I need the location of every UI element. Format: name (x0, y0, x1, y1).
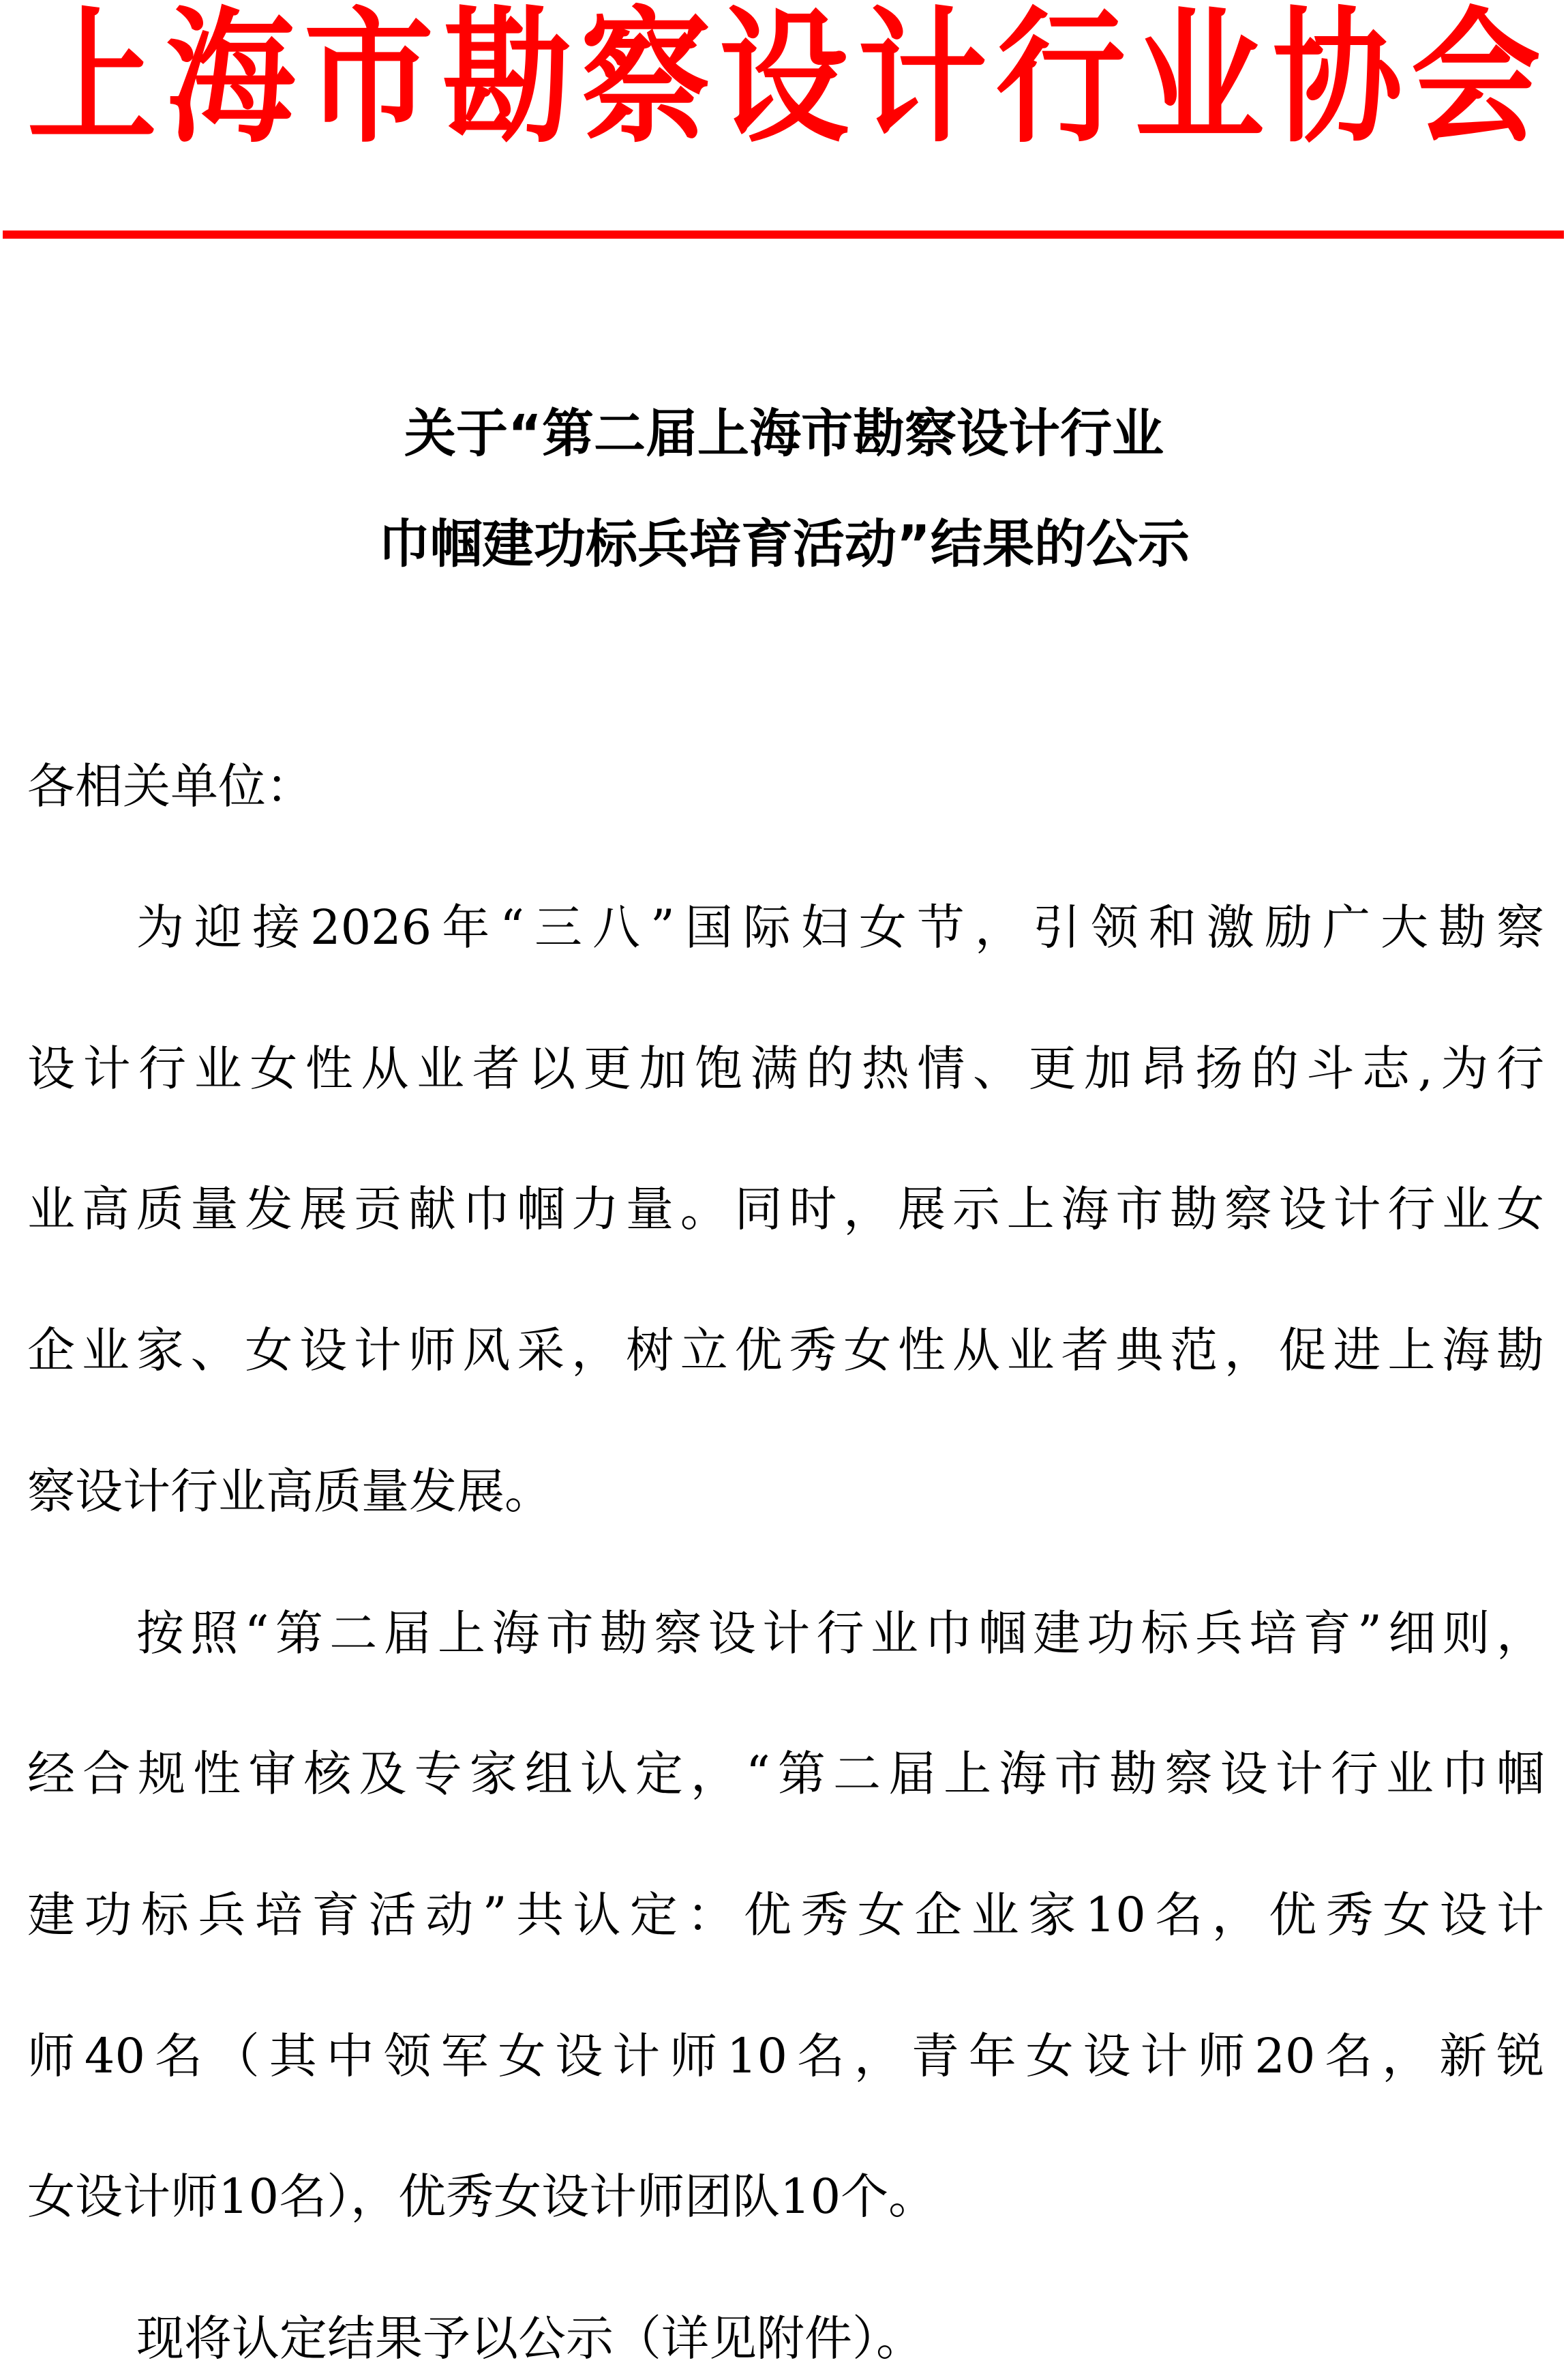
masthead-char: 计 (857, 0, 987, 163)
document-title-line-1: 关于“第二届上海市勘察设计行业 (404, 403, 1164, 464)
body-line: 经合规性审核及专家组认定，“第二届上海市勘察设计行业巾帼 (27, 1746, 1544, 1802)
red-divider-rule (3, 230, 1564, 239)
association-masthead (0, 0, 1568, 163)
body-line: 按照“第二届上海市勘察设计行业巾帼建功标兵培育”细则， (136, 1605, 1544, 1661)
body-line: 师40名（其中领军女设计师10名，青年女设计师20名，新锐 (27, 2028, 1544, 2084)
masthead-char: 设 (719, 0, 849, 163)
body-line: 为迎接2026年“三八”国际妇女节，引领和激励广大勘察 (136, 899, 1544, 955)
masthead-char: 察 (580, 0, 710, 163)
body-line: 察设计行业高质量发展。 (27, 1463, 552, 1519)
masthead-char: 上 (27, 0, 157, 163)
masthead-char: 会 (1411, 0, 1541, 163)
body-line: 设计行业女性从业者以更加饱满的热情、更加昂扬的斗志,为行 (27, 1041, 1544, 1097)
body-line: 企业家、女设计师风采，树立优秀女性从业者典范，促进上海勘 (27, 1322, 1544, 1378)
masthead-char: 协 (1272, 0, 1402, 163)
salutation: 各相关单位： (27, 758, 314, 814)
body-line: 女设计师10名），优秀女设计师团队10个。 (27, 2169, 937, 2225)
body-line: 现将认定结果予以公示（详见附件）。 (136, 2310, 924, 2366)
masthead-char: 业 (1134, 0, 1264, 163)
body-line: 业高质量发展贡献巾帼力量。同时，展示上海市勘察设计行业女 (27, 1181, 1544, 1237)
body-line: 建功标兵培育活动”共认定：优秀女企业家10名，优秀女设计 (27, 1887, 1544, 1943)
masthead-char: 市 (303, 0, 434, 163)
document-title-line-2: 巾帼建功标兵培育活动”结果的公示 (378, 514, 1190, 574)
masthead-char: 行 (995, 0, 1126, 163)
masthead-char: 勘 (442, 0, 572, 163)
masthead-char: 海 (165, 0, 295, 163)
